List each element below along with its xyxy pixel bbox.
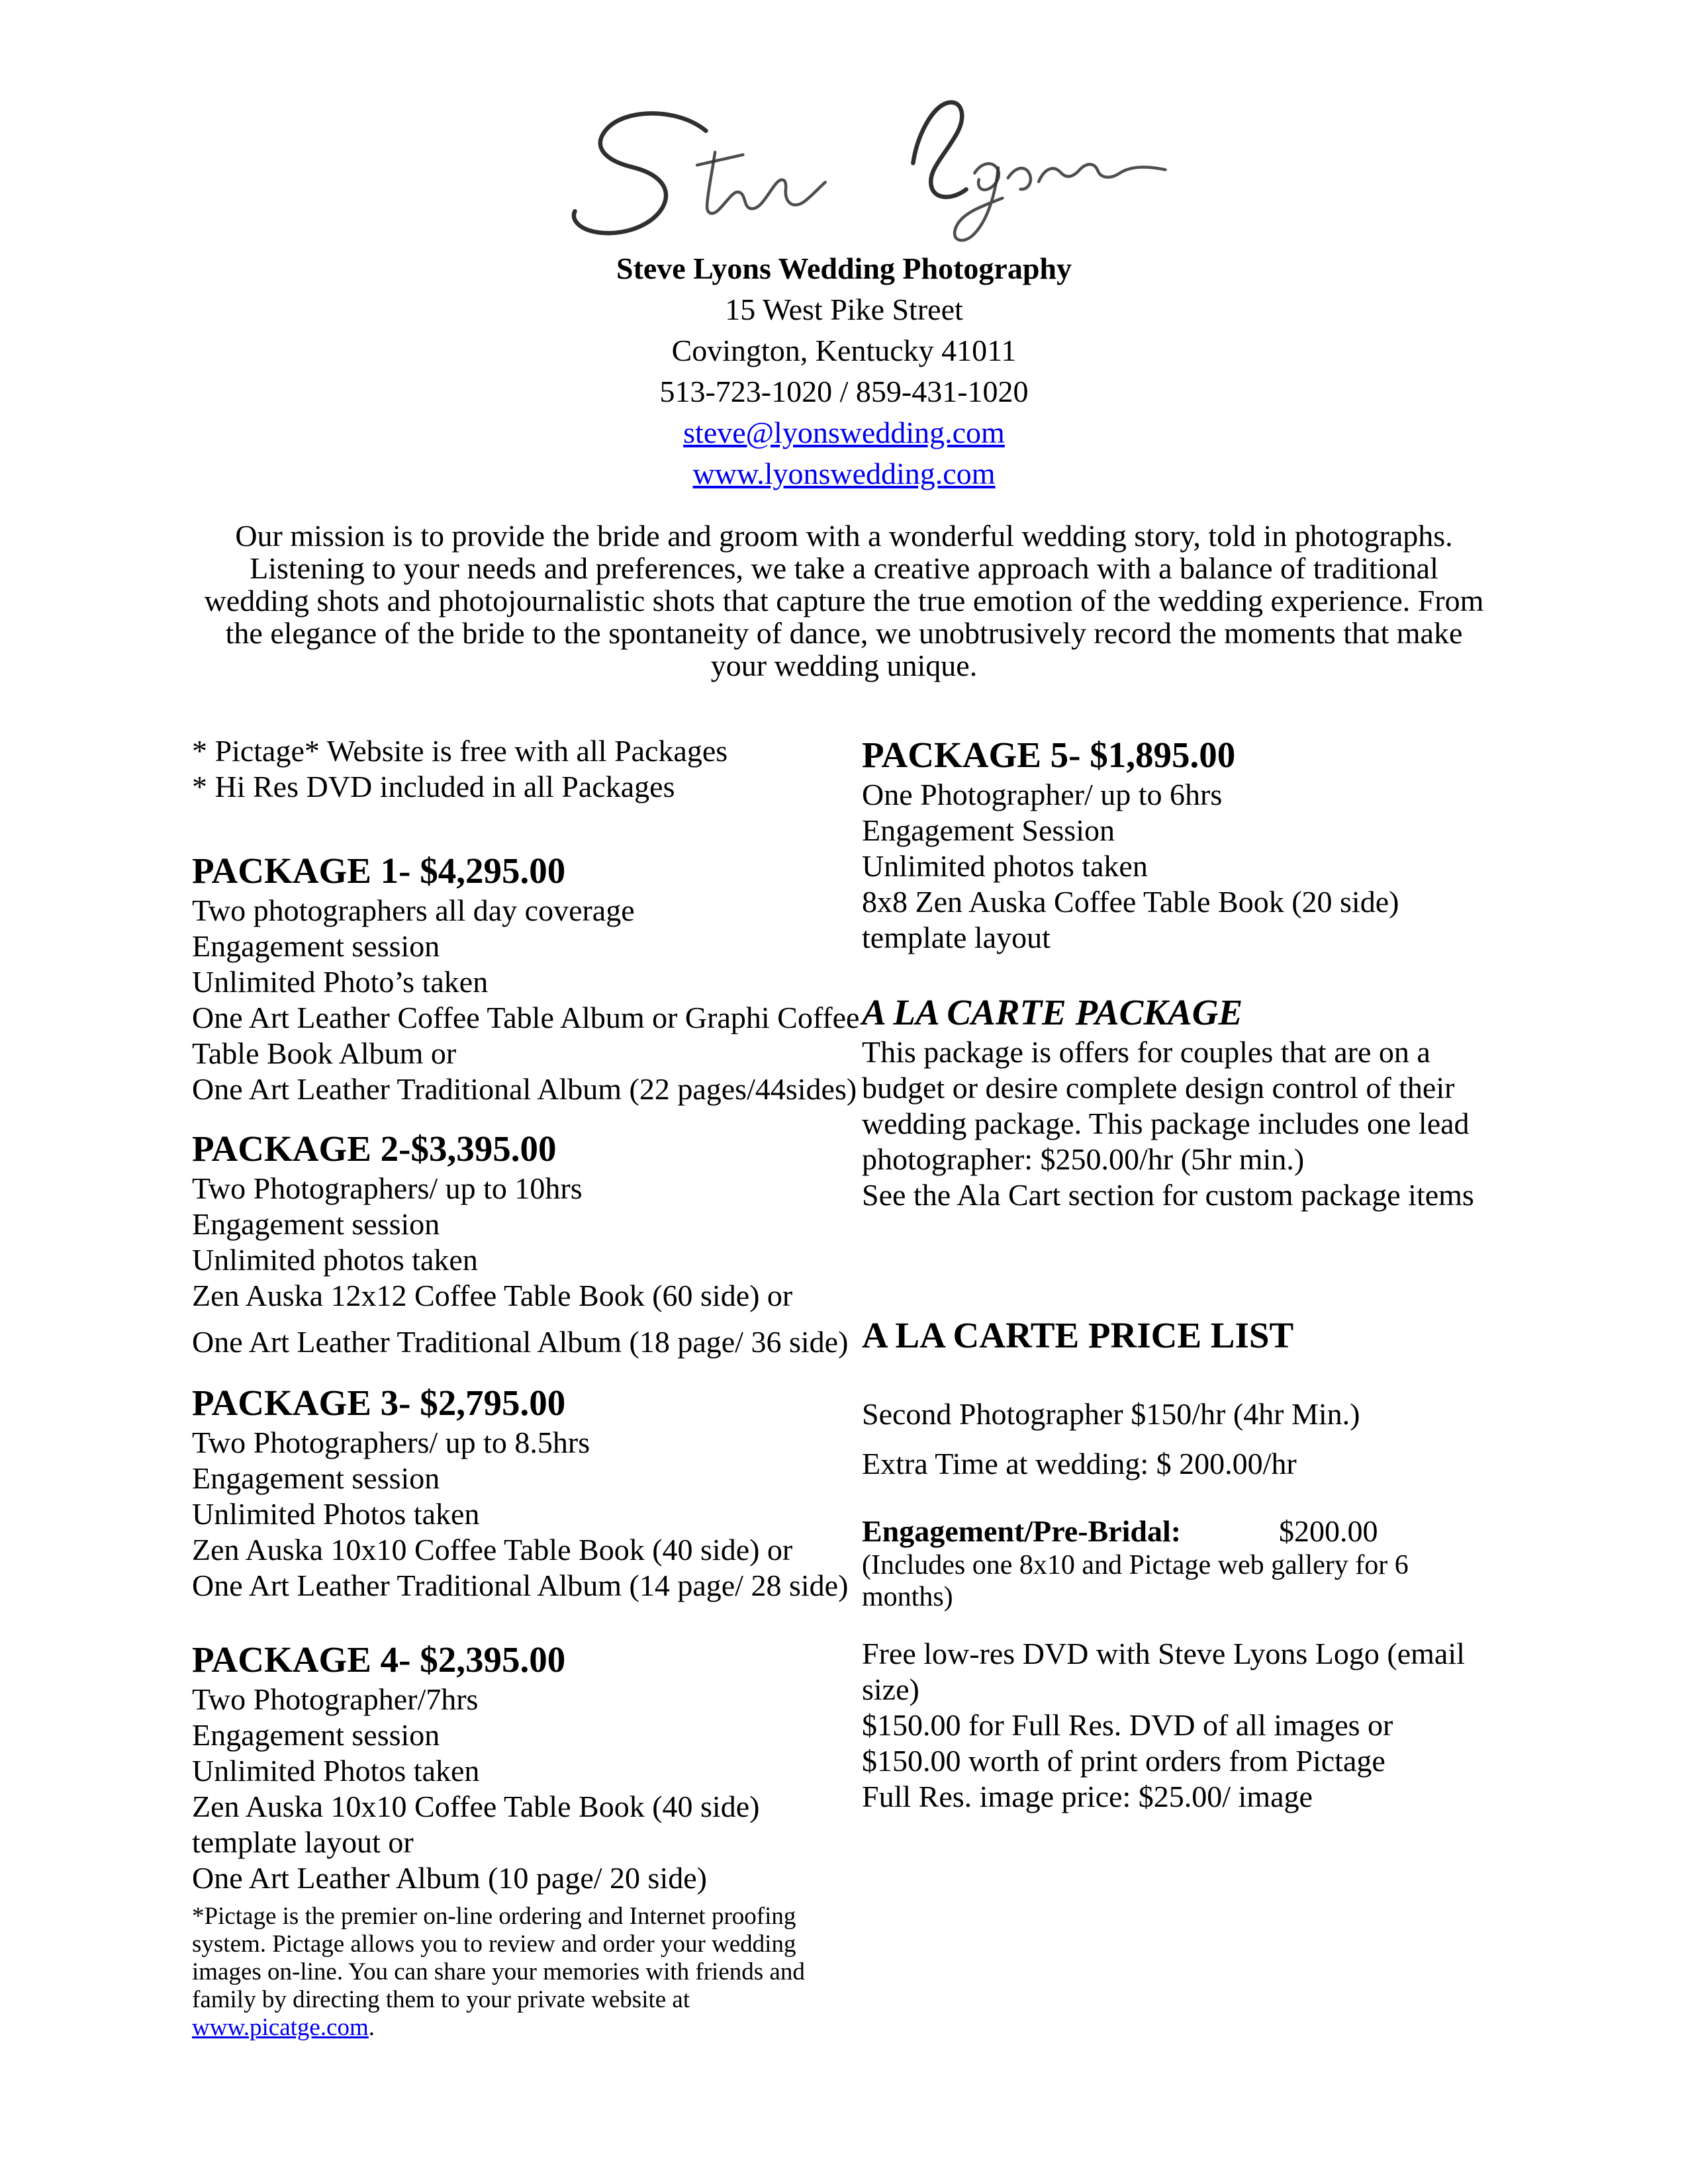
- price-item-extra-time: Extra Time at wedding: $ 200.00/hr: [862, 1447, 1297, 1480]
- package-item: Zen Auska 10x10 Coffee Table Book (40 side) or: [192, 1533, 793, 1567]
- package-item: Zen Auska 12x12 Coffee Table Book (60 side) or: [192, 1279, 793, 1312]
- alacarte-price-list-heading: A LA CARTE PRICE LIST: [862, 1315, 1294, 1355]
- package-4-heading: PACKAGE 4- $2,395.00: [192, 1639, 566, 1680]
- phone-numbers: 513-723-1020 / 859-431-1020: [659, 375, 1029, 408]
- package-item: Engagement session: [192, 929, 440, 963]
- engagement-price-row: [862, 1514, 1514, 1549]
- package-item: Unlimited Photo’s taken: [192, 965, 489, 999]
- package-item: One Art Leather Traditional Album (18 page/ 36 side): [192, 1325, 849, 1359]
- mission-line: Listening to your needs and preferences, we take a creative approach with a balance of traditional: [250, 551, 1438, 585]
- engagement-label: Engagement/Pre-Bridal:: [862, 1514, 1182, 1548]
- dvd-price-line: Free low-res DVD with Steve Lyons Logo (email: [862, 1637, 1465, 1670]
- package-item: One Art Leather Album (10 page/ 20 side): [192, 1861, 707, 1895]
- package-item: template layout or: [192, 1825, 414, 1859]
- package-item: 8x8 Zen Auska Coffee Table Book (20 side): [862, 885, 1399, 919]
- package-3-heading: PACKAGE 3- $2,795.00: [192, 1383, 566, 1423]
- business-name: Steve Lyons Wedding Photography: [616, 251, 1072, 285]
- engagement-note-line: (Includes one 8x10 and Pictage web gallery for 6: [862, 1550, 1409, 1580]
- note-pictage-free: * Pictage* Website is free with all Packages: [192, 734, 728, 768]
- mission-paragraph: [0, 520, 1688, 682]
- packages-column-right: [862, 733, 1514, 1815]
- address-line-1: 15 West Pike Street: [725, 293, 963, 326]
- footnote-period: .: [368, 2014, 375, 2041]
- dvd-price-line: Full Res. image price: $25.00/ image: [862, 1780, 1313, 1813]
- address-line-2: Covington, Kentucky 41011: [671, 334, 1017, 367]
- pictage-footnote-line: *Pictage is the premier on-line ordering and Internet proofing: [192, 1903, 796, 1930]
- header-block: [0, 248, 1688, 494]
- package-item: Unlimited photos taken: [862, 849, 1148, 883]
- package-item: One Art Leather Coffee Table Album or Graphi Coffee: [192, 1001, 860, 1034]
- package-item: Engagement session: [192, 1207, 440, 1241]
- pictage-footnote-line: system. Pictage allows you to review and order your wedding: [192, 1931, 796, 1958]
- mission-line: the elegance of the bride to the spontaneity of dance, we unobtrusively record the moments that make: [225, 616, 1463, 650]
- package-item: Unlimited photos taken: [192, 1243, 478, 1277]
- packages-column-left: [192, 733, 862, 2042]
- package-item: Zen Auska 10x10 Coffee Table Book (40 side): [192, 1790, 760, 1823]
- package-item: Engagement session: [192, 1461, 440, 1495]
- package-item: Engagement Session: [862, 813, 1115, 847]
- pictage-footnote-line: images on-line. You can share your memories with friends and: [192, 1958, 805, 1985]
- pictage-link[interactable]: www.picatge.com: [192, 2014, 369, 2041]
- package-item: Engagement session: [192, 1718, 440, 1752]
- dvd-price-line: $150.00 for Full Res. DVD of all images or: [862, 1708, 1393, 1742]
- alacarte-text-line: This package is offers for couples that are on a: [862, 1035, 1430, 1069]
- mission-line: Our mission is to provide the bride and groom with a wonderful wedding story, told in photographs.: [235, 519, 1453, 553]
- package-item: template layout: [862, 921, 1051, 954]
- mission-line: wedding shots and photojournalistic shots that capture the true emotion of the wedding experience. From: [204, 584, 1484, 617]
- package-5-heading: PACKAGE 5- $1,895.00: [862, 735, 1236, 775]
- alacarte-text-line: budget or desire complete design control of their: [862, 1071, 1455, 1105]
- package-item: Two Photographers/ up to 10hrs: [192, 1171, 583, 1205]
- engagement-price: $200.00: [1279, 1514, 1378, 1548]
- package-item: One Art Leather Traditional Album (14 page/ 28 side): [192, 1569, 849, 1602]
- alacarte-text-line: photographer: $250.00/hr (5hr min.): [862, 1142, 1305, 1176]
- dvd-price-line: $150.00 worth of print orders from Pictage: [862, 1744, 1385, 1778]
- alacarte-text-line: See the Ala Cart section for custom package items: [862, 1178, 1474, 1212]
- mission-line: your wedding unique.: [710, 649, 978, 682]
- package-item: Two photographers all day coverage: [192, 893, 635, 927]
- pictage-footnote-line: family by directing them to your private website at: [192, 1986, 690, 2013]
- package-item: Table Book Album or: [192, 1036, 457, 1070]
- package-item: Unlimited Photos taken: [192, 1754, 480, 1788]
- package-1-heading: PACKAGE 1- $4,295.00: [192, 850, 566, 891]
- alacarte-package-heading: A LA CARTE PACKAGE: [862, 992, 1243, 1032]
- signature-logo-icon: [543, 86, 1192, 261]
- dvd-price-line: size): [862, 1672, 919, 1706]
- price-item-second-photographer: Second Photographer $150/hr (4hr Min.): [862, 1397, 1360, 1431]
- package-2-heading: PACKAGE 2-$3,395.00: [192, 1128, 557, 1169]
- package-item: One Photographer/ up to 6hrs: [862, 778, 1223, 811]
- website-link[interactable]: www.lyonswedding.com: [692, 457, 996, 490]
- pictage-footnote-link-line: [192, 2014, 862, 2042]
- note-hires-dvd: * Hi Res DVD included in all Packages: [192, 770, 675, 803]
- package-item: One Art Leather Traditional Album (22 pages/44sides): [192, 1072, 857, 1106]
- email-link[interactable]: steve@lyonswedding.com: [683, 416, 1005, 449]
- package-item: Two Photographers/ up to 8.5hrs: [192, 1426, 590, 1459]
- package-item: Two Photographer/7hrs: [192, 1682, 479, 1716]
- engagement-note-line: months): [862, 1582, 953, 1612]
- alacarte-text-line: wedding package. This package includes one lead: [862, 1107, 1470, 1140]
- package-item: Unlimited Photos taken: [192, 1497, 480, 1531]
